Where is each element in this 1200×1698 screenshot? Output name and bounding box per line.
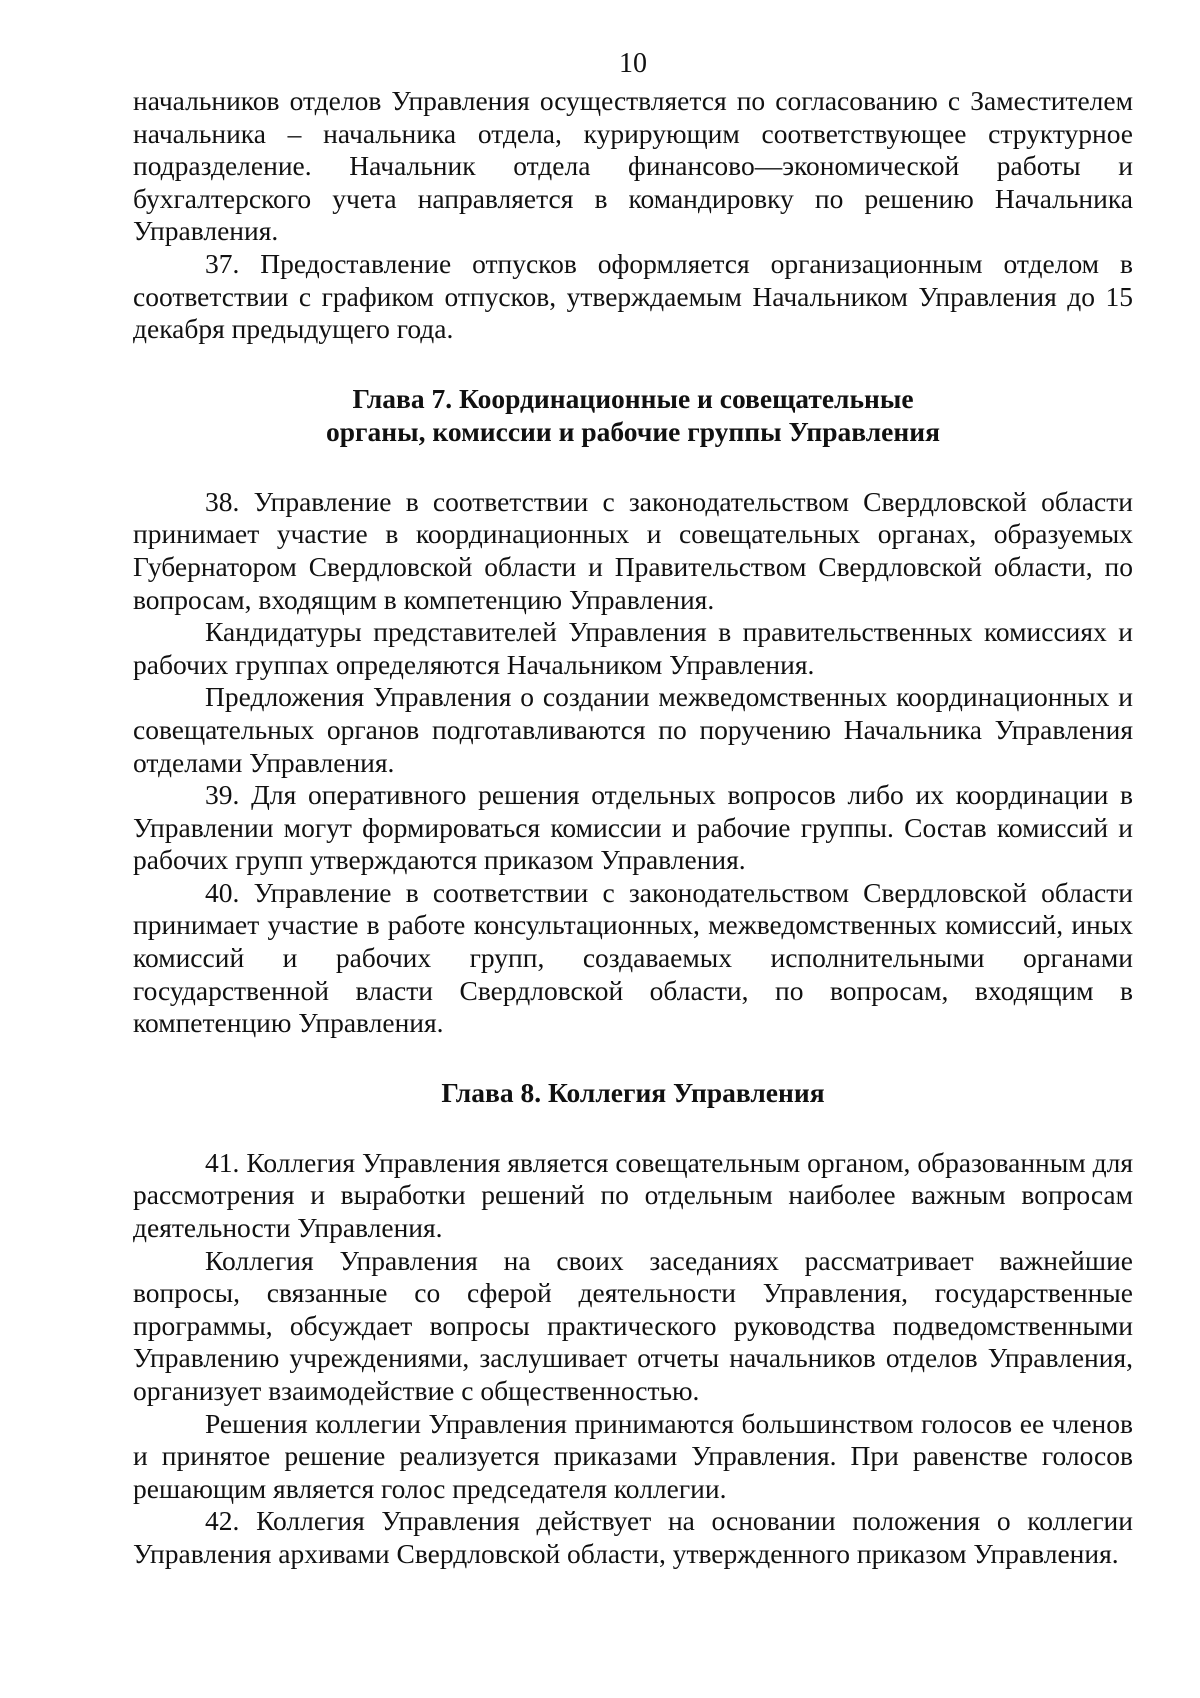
paragraph-39: 39. Для оперативного решения отдельных вопросов либо их координации в Управлении могут формироваться комиссии и рабочие группы. Состав комиссий и рабочих групп утверждаются приказом Управления. [133, 779, 1133, 876]
paragraph-41-agenda: Коллегия Управления на своих заседаниях рассматривает важнейшие вопросы, связанные со сферой деятельности Управления, государственные программы, обсуждает вопросы практического руководства подведомственными Управлению учреждениями, заслушивает отчеты начальников отделов Управления, организует взаимодействие с общественностью. [133, 1244, 1133, 1406]
paragraph-41-decisions: Решения коллегии Управления принимаются большинством голосов ее членов и принятое решение реализуется приказами Управления. При равенстве голосов решающим является голос председателя коллегии. [133, 1407, 1133, 1504]
spacer [133, 1109, 1133, 1147]
paragraph-38-proposals: Предложения Управления о создании межведомственных координационных и совещательных органов подготавливаются по поручению Начальника Управления отделами Управления. [133, 681, 1133, 778]
spacer [133, 346, 1133, 382]
page-number: 10 [619, 48, 647, 79]
chapter-8-heading-line-1: Глава 8. Коллегия Управления [441, 1076, 825, 1108]
chapter-7-heading [133, 382, 1133, 448]
paragraph-40: 40. Управление в соответствии с законодательством Свердловской области принимает участие в работе консультационных, межведомственных комиссий, иных комиссий и рабочих групп, создаваемых исполнительными органами государственной власти Свердловской области, по вопросам, входящим в компетенцию Управления. [133, 876, 1133, 1039]
paragraph-42: 42. Коллегия Управления действует на основании положения о коллегии Управления архивами Свердловской области, утвержденного приказом Управления. [133, 1505, 1133, 1569]
chapter-8-heading [133, 1076, 1133, 1109]
paragraph-41: 41. Коллегия Управления является совещательным органом, образованным для рассмотрения и выработки решений по отдельным наиболее важным вопросам деятельности Управления. [133, 1146, 1133, 1244]
document-body [133, 85, 1133, 1571]
paragraph-38: 38. Управление в соответствии с законодательством Свердловской области принимает участие в координационных и совещательных органах, образуемых Губернатором Свердловской области и Правительством Свердловской области, по вопросам, входящим в компетенцию Управления. [133, 485, 1133, 615]
chapter-7-heading-line-1: Глава 7. Координационные и совещательные [352, 382, 914, 414]
spacer [133, 1040, 1133, 1076]
paragraph-36-continuation: начальников отделов Управления осуществляется по согласованию с Заместителем начальника – начальника отдела, курирующим соответствующее структурное подразделение. Начальник отдела финансово—экономической работы и бухгалтерского учета направляется в командировку по решению Начальника Управления. [133, 85, 1133, 247]
paragraph-38-candidates: Кандидатуры представителей Управления в правительственных комиссиях и рабочих группах определяются Начальником Управления. [133, 616, 1133, 680]
chapter-7-heading-line-2: органы, комиссии и рабочие группы Управления [326, 415, 940, 447]
paragraph-37: 37. Предоставление отпусков оформляется организационным отделом в соответствии с графиком отпусков, утверждаемым Начальником Управления до 15 декабря предыдущего года. [133, 247, 1133, 345]
spacer [133, 448, 1133, 486]
